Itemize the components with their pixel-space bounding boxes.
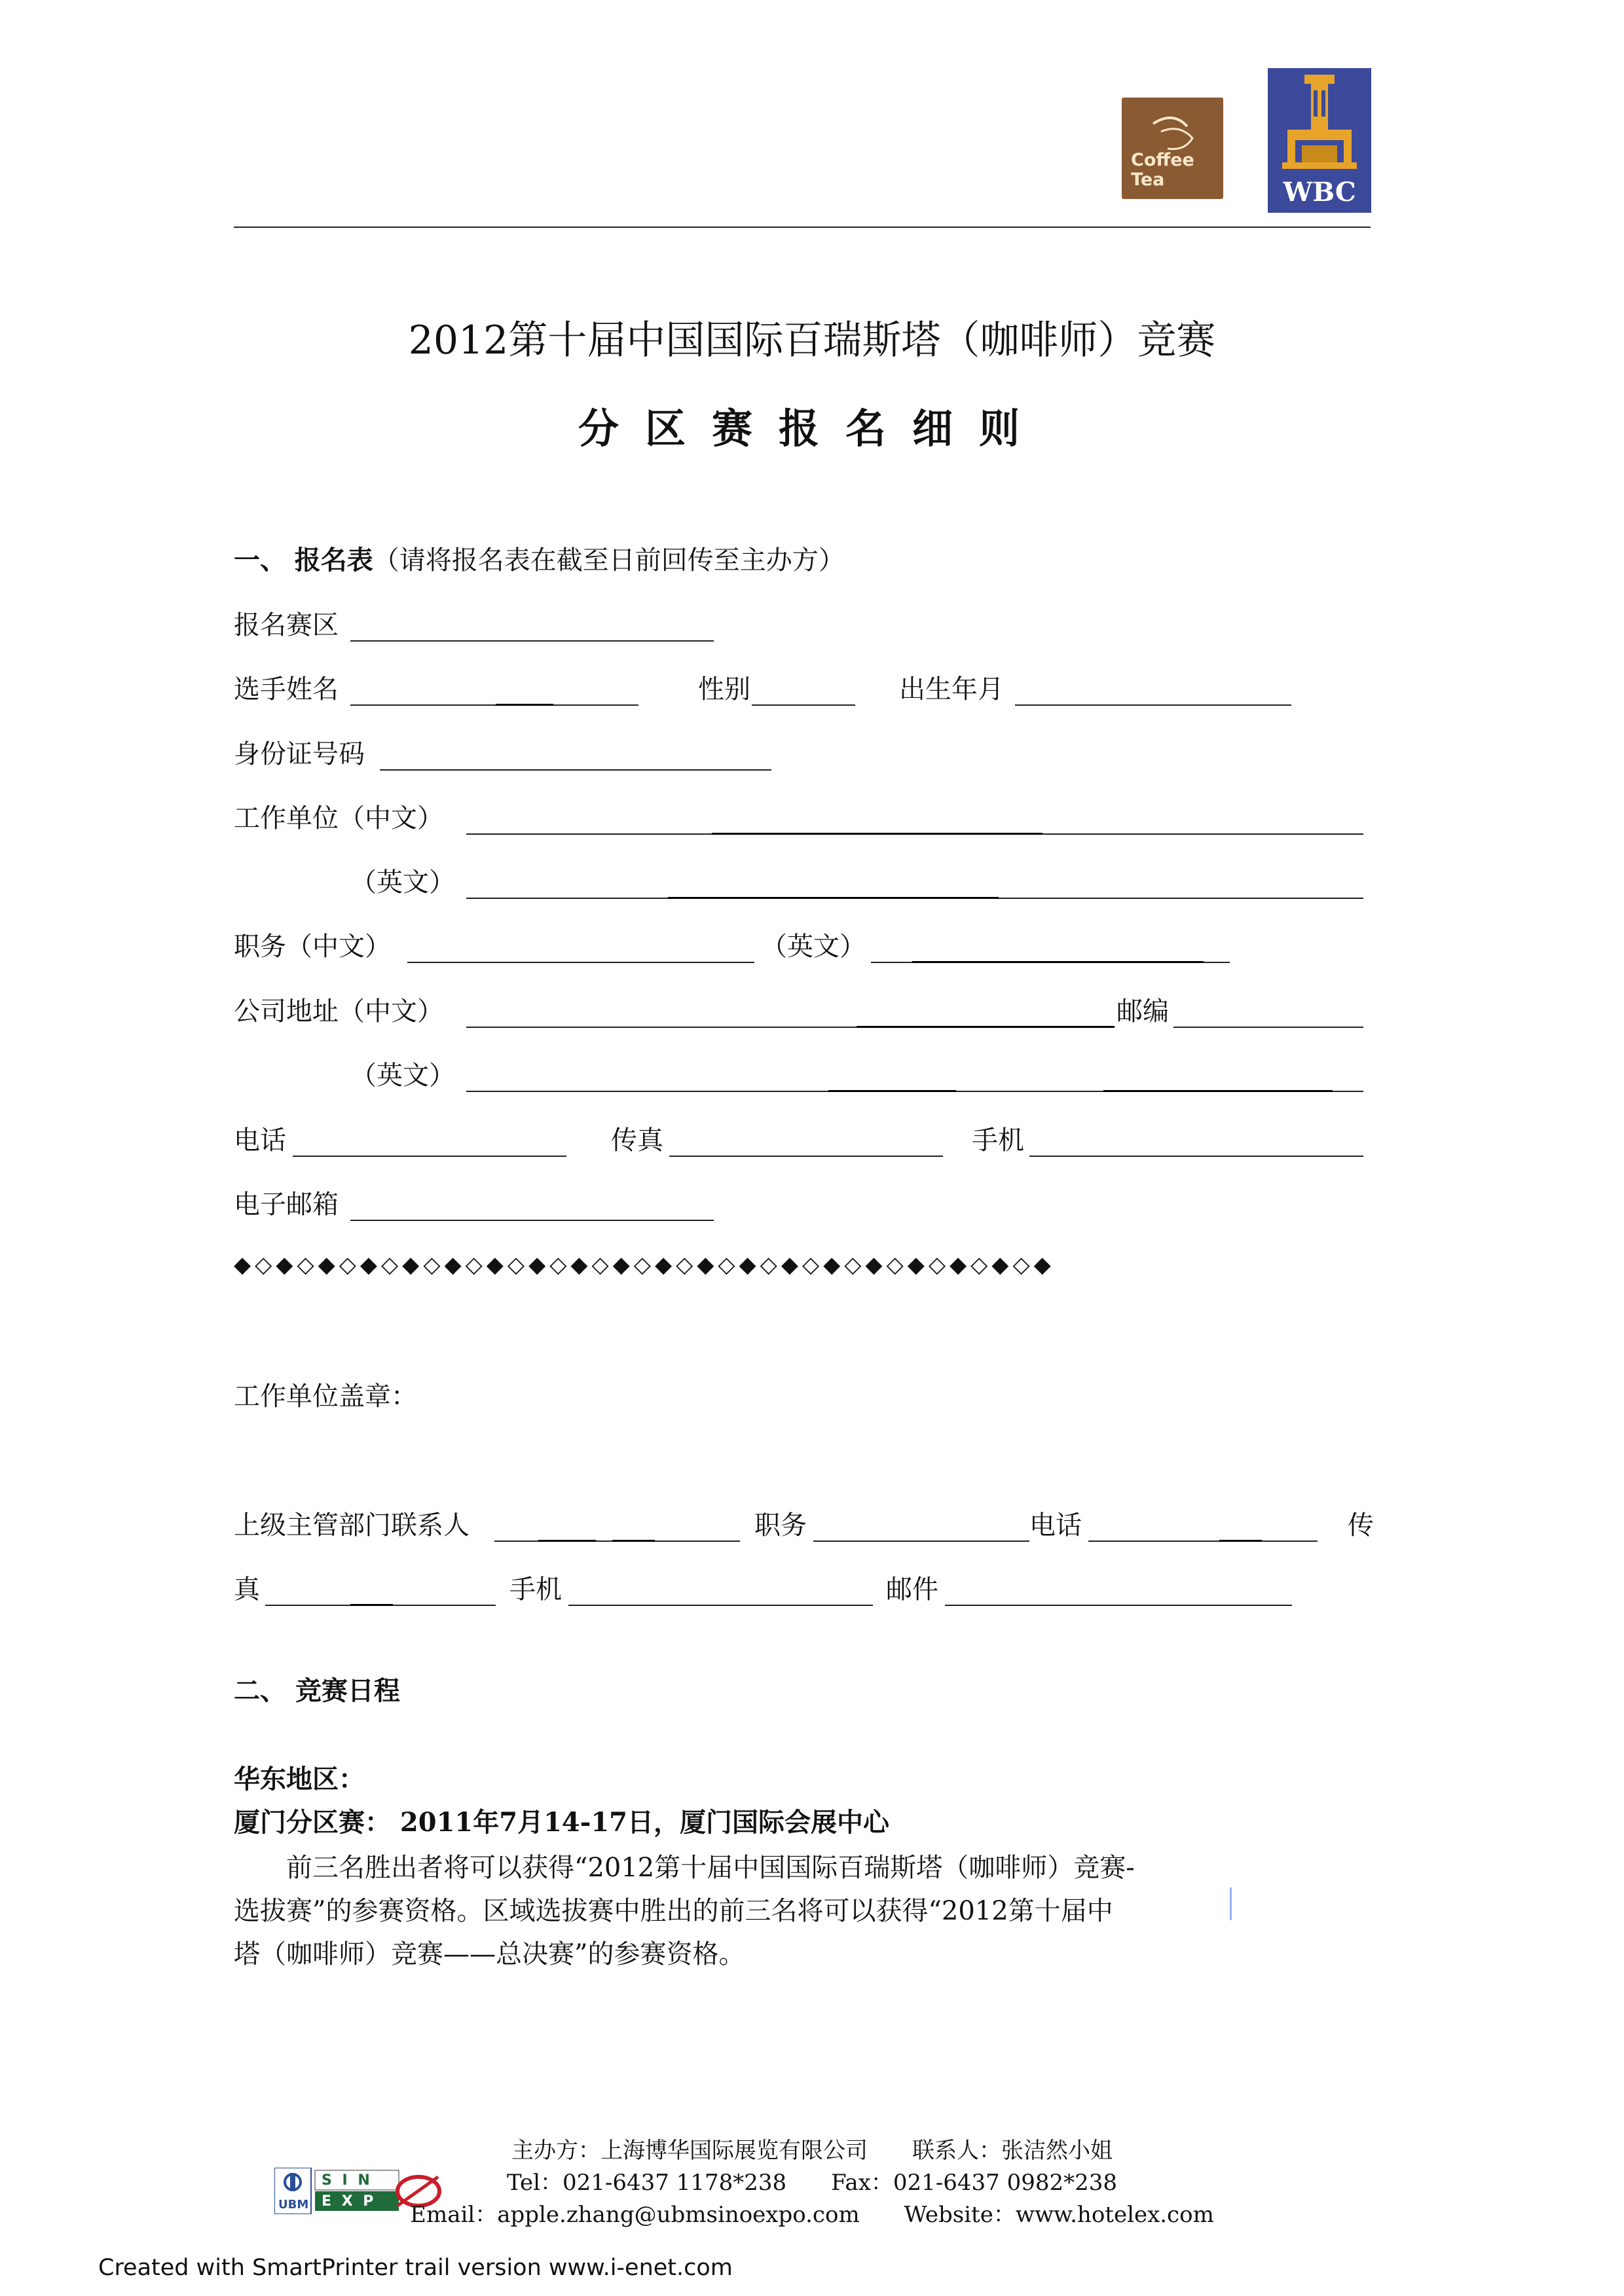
sup-mobile-label: 手机 <box>509 1575 562 1605</box>
footer-tel-fax: Tel：021-6437 1178*238 Fax：021-6437 0982*238 <box>506 2170 1118 2196</box>
employer-cn-label: 工作单位（中文） <box>234 803 443 833</box>
position-cn-label: 职务（中文） <box>234 932 391 962</box>
supervisor-underline-1 <box>538 1540 596 1542</box>
schedule-paragraph-line-2: 选拔赛”的参赛资格。区域选拔赛中胜出的前三名将可以获得“2012第十届中 <box>234 1896 1113 1926</box>
supervisor-label: 上级主管部门联系人 <box>234 1510 470 1540</box>
schedule-paragraph-line-3: 塔（咖啡师）竞赛——总决赛”的参赛资格。 <box>234 1939 745 1969</box>
address-cn-label: 公司地址（中文） <box>234 996 443 1027</box>
section-2-title: 竞赛日程 <box>295 1675 400 1706</box>
header-rule <box>234 227 1371 228</box>
gender-field[interactable] <box>752 704 855 706</box>
sup-phone-underline <box>1219 1540 1262 1542</box>
position-en-label: （英文） <box>761 932 866 962</box>
id-number-label: 身份证号码 <box>234 739 365 769</box>
sup-email-label: 邮件 <box>886 1575 938 1605</box>
sup-phone-label: 电话 <box>1029 1510 1082 1540</box>
postcode-field[interactable] <box>1173 1027 1363 1028</box>
email-field[interactable] <box>350 1220 714 1221</box>
address-en-underline-1 <box>828 1090 956 1092</box>
sup-position-label: 职务 <box>754 1510 807 1540</box>
footer-organizer: 主办方：上海博华国际展览有限公司 联系人：张洁然小姐 <box>511 2138 1113 2164</box>
phone-field[interactable] <box>293 1156 566 1157</box>
fax-label: 传真 <box>611 1125 663 1156</box>
region-east-china: 华东地区： <box>234 1764 365 1795</box>
section-2-number: 二、 <box>234 1675 286 1706</box>
wbc-label: WBC <box>1283 177 1356 208</box>
sup-fax-label-2: 真 <box>234 1575 260 1605</box>
phone-label: 电话 <box>234 1125 286 1156</box>
email-label: 电子邮箱 <box>234 1190 339 1220</box>
section-1-number: 一、 <box>234 545 286 575</box>
sino-label: S I N <box>322 2172 373 2189</box>
expo-label: E X P <box>322 2193 377 2210</box>
address-en-label: （英文） <box>350 1061 455 1091</box>
mobile-label: 手机 <box>972 1125 1024 1156</box>
sup-phone-field[interactable] <box>1088 1540 1318 1542</box>
name-field-underline <box>496 704 553 706</box>
section-1-note: （请将报名表在截至日前回传至主办方） <box>373 545 845 575</box>
address-en-underline-2 <box>1103 1090 1333 1092</box>
mobile-field[interactable] <box>1029 1156 1363 1157</box>
name-field[interactable] <box>350 704 638 706</box>
birth-field[interactable] <box>1015 704 1291 706</box>
sup-position-field[interactable] <box>813 1540 1029 1542</box>
position-en-underline <box>912 961 1204 963</box>
postcode-label: 邮编 <box>1116 996 1169 1027</box>
schedule-paragraph-line-1: 前三名胜出者将可以获得“2012第十届中国国际百瑞斯塔（咖啡师）竞赛- <box>234 1853 1135 1883</box>
region-field[interactable] <box>350 640 714 642</box>
wbc-logo <box>1268 68 1371 213</box>
position-cn-field[interactable] <box>407 962 754 963</box>
fax-field[interactable] <box>669 1156 943 1157</box>
birth-label: 出生年月 <box>899 674 1004 704</box>
section-1-title: 报名表 <box>294 545 373 575</box>
id-number-field[interactable] <box>380 769 771 771</box>
sup-fax-label-1: 传 <box>1348 1510 1374 1540</box>
watermark-created-with: Created with SmartPrinter trail version www.i-enet.com <box>98 2255 733 2281</box>
employer-cn-underline <box>712 833 1043 835</box>
address-cn-underline <box>857 1026 1115 1028</box>
employer-en-label: （英文） <box>350 867 455 898</box>
region-label: 报名赛区 <box>234 610 339 640</box>
section-2-heading <box>234 1675 400 1706</box>
supervisor-underline-2 <box>612 1540 655 1542</box>
text-cursor-mark <box>1230 1887 1232 1920</box>
section-1-heading <box>234 547 845 574</box>
ubm-label: UBM <box>278 2198 309 2212</box>
xiamen-event: 厦门分区赛： 2011年7月14-17日，厦门国际会展中心 <box>234 1807 890 1838</box>
coffee-label: Coffee <box>1131 150 1194 170</box>
diamond-separator: ◆◇◆◇◆◇◆◇◆◇◆◇◆◇◆◇◆◇◆◇◆◇◆◇◆◇◆◇◆◇◆◇◆◇◆◇◆◇◆ <box>234 1252 1055 1278</box>
sup-mobile-field[interactable] <box>568 1605 873 1606</box>
name-label: 选手姓名 <box>234 674 339 704</box>
footer-email-website: Email：apple.zhang@ubmsinoexpo.com Website：www.hotelex.com <box>410 2202 1214 2228</box>
coffee-tea-logo <box>1122 98 1223 199</box>
tea-label: Tea <box>1131 170 1165 190</box>
sup-email-field[interactable] <box>945 1605 1292 1606</box>
sup-fax-underline <box>350 1604 393 1606</box>
document-title: 2012第十届中国国际百瑞斯塔（咖啡师）竞赛 <box>408 318 1216 363</box>
gender-label: 性别 <box>698 674 750 704</box>
stamp-label: 工作单位盖章： <box>234 1381 417 1412</box>
employer-en-underline <box>668 897 999 899</box>
document-subtitle: 分区赛报名细则 <box>578 405 1046 452</box>
